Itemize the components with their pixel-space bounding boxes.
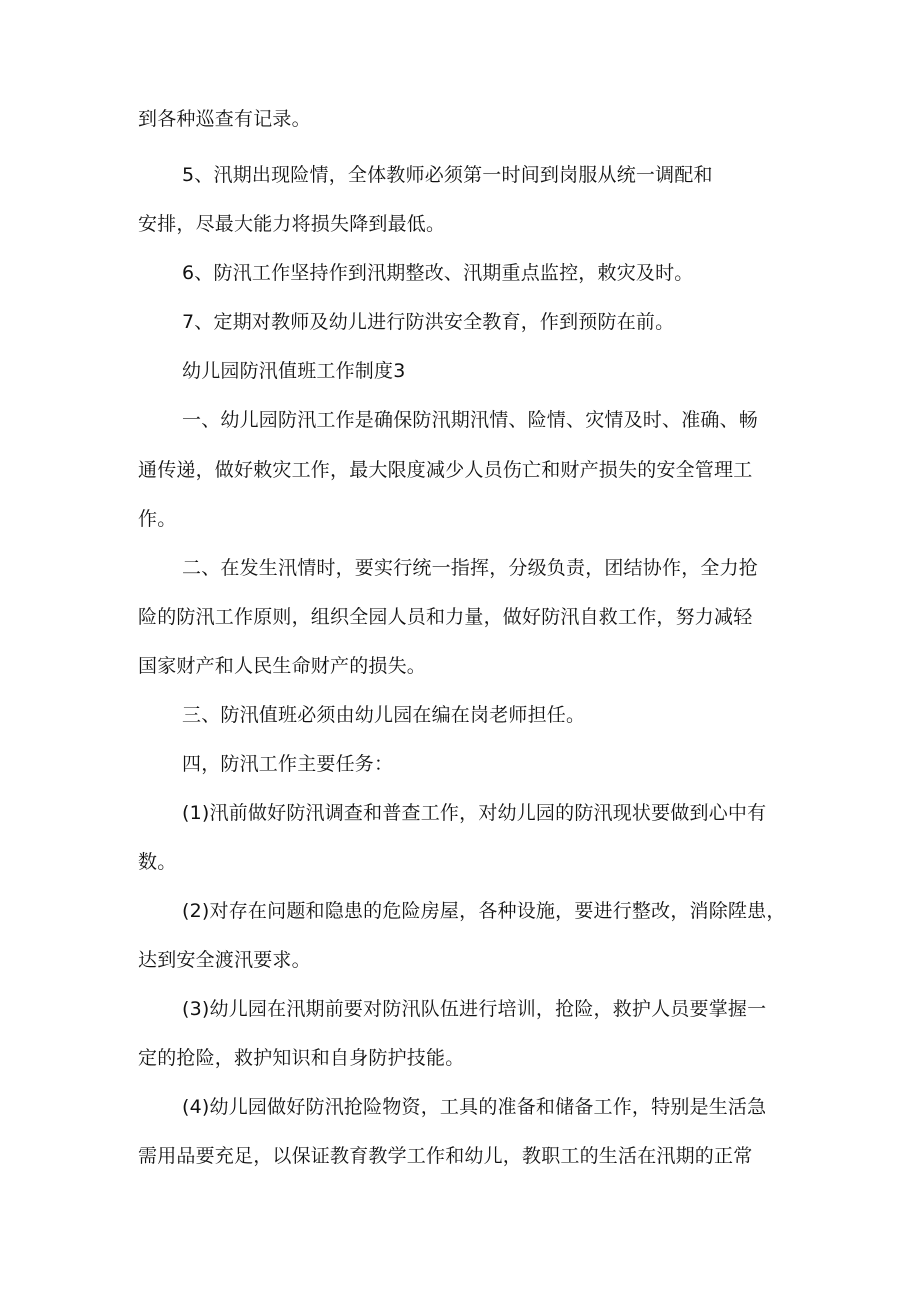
text-line: 四，防汛工作主要任务： bbox=[182, 753, 394, 775]
text-line: 到各种巡查有记录。 bbox=[138, 108, 311, 130]
text-line: 作。 bbox=[138, 508, 177, 530]
text-line: 定的抢险，救护知识和自身防护技能。 bbox=[138, 1047, 465, 1069]
text-line: 三、防汛值班必须由幼儿园在编在岗老师担任。 bbox=[182, 704, 586, 726]
text-line: (2)对存在问题和隐患的危险房屋，各种设施，要进行整改，消除陞患， bbox=[182, 900, 786, 922]
text-line: 6、防汛工作坚持作到汛期整改、汛期重点监控，敕灾及时。 bbox=[182, 262, 694, 284]
text-line: 安排，尽最大能力将损失降到最低。 bbox=[138, 213, 446, 235]
text-line: 二、在发生汛情时，要实行统一指挥，分级负责，团结协作，全力抢 bbox=[182, 557, 759, 579]
text-line: 5、汛期出现险情，全体教师必须第一时间到岗服从统一调配和 bbox=[182, 164, 713, 186]
text-line: 需用品要充足，以保证教育教学工作和幼儿，教职工的生活在汛期的正常 bbox=[138, 1145, 753, 1167]
text-line: 7、定期对教师及幼儿进行防洪安全教育，作到预防在前。 bbox=[182, 311, 675, 333]
text-line: 一、幼儿园防汛工作是确保防汛期汛情、险情、灾情及时、准确、畅 bbox=[182, 409, 759, 431]
text-line: 数。 bbox=[138, 851, 177, 873]
text-line: (3)幼儿园在汛期前要对防汛队伍进行培训，抢险，救护人员要掌握一 bbox=[182, 998, 767, 1020]
text-line: 达到安全渡汛要求。 bbox=[138, 949, 311, 971]
text-line: 通传递，做好敕灾工作，最大限度减少人员伤亡和财产损失的安全管理工 bbox=[138, 459, 753, 481]
text-line: (1)汛前做好防汛调查和普查工作，对幼儿园的防汛现状要做到心中有 bbox=[182, 802, 767, 824]
text-line: 险的防汛工作原则，组织全园人员和力量，做好防汛自救工作，努力减轻 bbox=[138, 606, 753, 628]
section-title: 幼儿园防汛值班工作制度3 bbox=[182, 360, 406, 382]
text-line: 国家财产和人民生命财产的损失。 bbox=[138, 655, 427, 677]
text-line: (4)幼儿园做好防汛抢险物资，工具的准备和储备工作，特别是生活急 bbox=[182, 1096, 767, 1118]
